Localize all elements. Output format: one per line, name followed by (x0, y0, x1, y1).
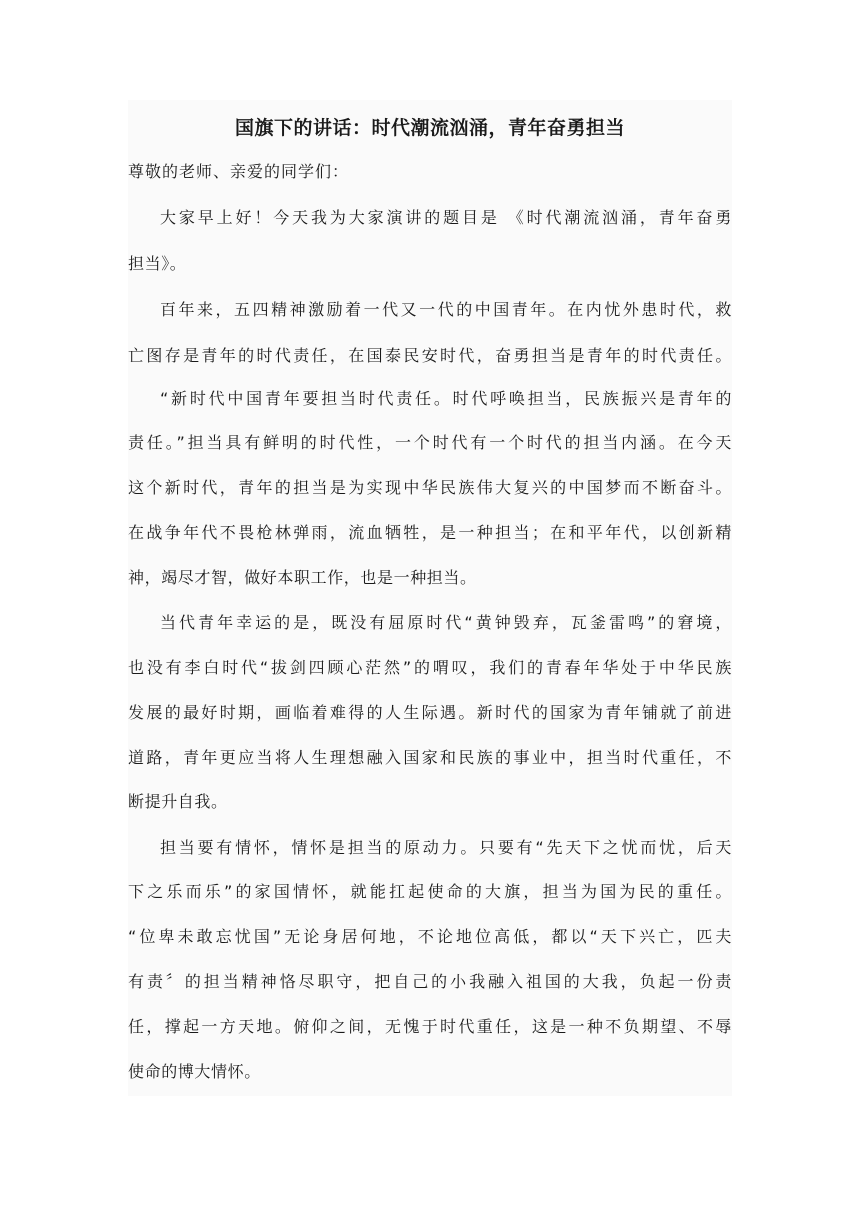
paragraph-line: 有责〞的担当精神恪尽职守，把自己的小我融入祖国的大我，负起一份责 (128, 972, 732, 991)
document-title: 国旗下的讲话：时代潮流汹涌，青年奋勇担当 (234, 117, 625, 139)
paragraph-line: 下之乐而乐”的家国情怀，就能扛起使命的大旗，担当为国为民的重任。 (128, 882, 732, 901)
paragraph-line: 担当》。 (128, 254, 187, 273)
paragraph-line: 百年来，五四精神激励着一代又一代的中国青年。在内忧外患时代，救 (160, 300, 732, 319)
paragraph-line: 在战争年代不畏枪林弹雨，流血牺牲，是一种担当；在和平年代，以创新精 (128, 523, 732, 542)
paragraph-line: 责任。”担当具有鲜明的时代性，一个时代有一个时代的担当内涵。在今天 (128, 433, 732, 452)
document-page (128, 100, 732, 1096)
paragraph-line: 担当要有情怀，情怀是担当的原动力。只要有“先天下之忧而忧，后天 (160, 838, 732, 857)
paragraph-line: 神，竭尽才智，做好本职工作，也是一种担当。 (128, 568, 477, 587)
paragraph-line: 亡图存是青年的时代责任，在国泰民安时代，奋勇担当是青年的时代责任。 (128, 346, 732, 365)
greeting-line: 尊敬的老师、亲爱的同学们： (128, 162, 350, 181)
paragraph-line: 这个新时代，青年的担当是为实现中华民族伟大复兴的中国梦而不断奋斗。 (128, 478, 732, 497)
paragraph-line: 大家早上好！今天我为大家演讲的题目是 《时代潮流汹涌，青年奋勇 (160, 208, 732, 227)
paragraph-line: 断提升自我。 (128, 792, 228, 811)
paragraph-line: 道路，青年更应当将人生理想融入国家和民族的事业中，担当时代重任，不 (128, 748, 732, 767)
paragraph-line: 使命的博大情怀。 (128, 1062, 261, 1081)
paragraph-line: 当代青年幸运的是，既没有屈原时代“黄钟毁弃，瓦釜雷鸣”的窘境， (160, 613, 732, 632)
paragraph-line: 发展的最好时期，画临着难得的人生际遇。新时代的国家为青年铺就了前进 (128, 703, 732, 722)
paragraph-line: “新时代中国青年要担当时代责任。时代呼唤担当，民族振兴是青年的 (160, 389, 732, 408)
paragraph-line: “位卑未敢忘忧国”无论身居何地，不论地位高低，都以“天下兴亡，匹夫 (128, 927, 732, 946)
paragraph-line: 任，撑起一方天地。俯仰之间，无愧于时代重任，这是一种不负期望、不辱 (128, 1017, 732, 1036)
paragraph-line: 也没有李白时代“拔剑四顾心茫然”的喟叹，我们的青春年华处于中华民族 (128, 658, 732, 677)
